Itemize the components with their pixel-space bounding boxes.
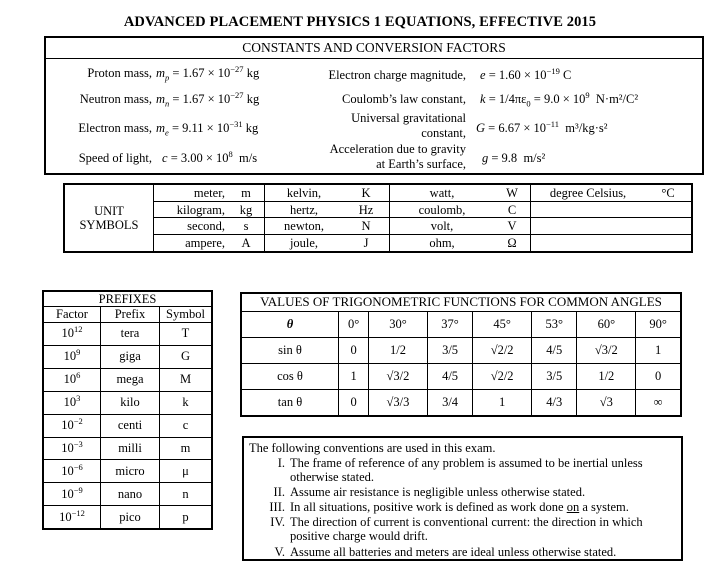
tan-label: tan θ bbox=[242, 390, 339, 415]
proton-mass-label: Proton mass, bbox=[87, 66, 152, 80]
gravity-accel-label-1: Acceleration due to gravity bbox=[329, 142, 466, 156]
prefix-name: pico bbox=[101, 506, 160, 528]
prefix-name: giga bbox=[101, 345, 160, 368]
unit-symbol: W bbox=[494, 185, 531, 201]
tan-value: 4/3 bbox=[531, 390, 577, 415]
cos-value: 0 bbox=[636, 363, 680, 389]
trig-angle: 90° bbox=[636, 311, 680, 337]
unit-name: joule, bbox=[265, 235, 344, 251]
gravitational-constant-value: $G = 6.67 \times 10^{-11}$ m³/kg·s² bbox=[476, 118, 608, 135]
unit-name: volt, bbox=[390, 218, 495, 235]
sin-value: 3/5 bbox=[427, 337, 473, 363]
trig-angle: 45° bbox=[473, 311, 532, 337]
unit-name bbox=[531, 235, 646, 251]
prefix-name: micro bbox=[101, 460, 160, 483]
prefix-factor: $10^3$ bbox=[44, 391, 101, 414]
prefix-header-factor: Factor bbox=[44, 307, 101, 323]
page-title: ADVANCED PLACEMENT PHYSICS 1 EQUATIONS, EFFECTIVE 2015 bbox=[123, 14, 597, 30]
trig-angle: 30° bbox=[369, 311, 428, 337]
constants-header: CONSTANTS AND CONVERSION FACTORS bbox=[46, 38, 702, 59]
unit-symbol: Hz bbox=[343, 201, 390, 218]
prefix-symbol: k bbox=[160, 391, 212, 414]
prefix-factor: $10^{-3}$ bbox=[44, 437, 101, 460]
trig-angle: 60° bbox=[577, 311, 636, 337]
conventions-intro: The following conventions are used in this exam. bbox=[249, 441, 496, 455]
prefix-name: kilo bbox=[101, 391, 160, 414]
prefix-name: mega bbox=[101, 368, 160, 391]
sin-value: √3/2 bbox=[577, 337, 636, 363]
trig-title: VALUES OF TRIGONOMETRIC FUNCTIONS FOR COMMON ANGLES bbox=[242, 294, 680, 311]
tan-value: √3/3 bbox=[369, 390, 428, 415]
unit-symbol bbox=[645, 218, 691, 235]
trig-angle: 0° bbox=[339, 311, 369, 337]
cos-value: 1 bbox=[339, 363, 369, 389]
prefix-header-prefix: Prefix bbox=[101, 307, 160, 323]
unit-name: ampere, bbox=[154, 235, 229, 251]
electron-charge-label: Electron charge magnitude, bbox=[328, 68, 466, 82]
unit-name: kilogram, bbox=[154, 201, 229, 218]
speed-of-light-value: $c = 3.00 \times 10^8$ m/s bbox=[162, 148, 258, 165]
prefix-factor: $10^{-9}$ bbox=[44, 483, 101, 506]
prefix-name: milli bbox=[101, 437, 160, 460]
prefix-name: centi bbox=[101, 414, 160, 437]
unit-symbol: A bbox=[241, 236, 251, 251]
prefix-symbol: m bbox=[160, 437, 212, 460]
unit-name: coulomb, bbox=[390, 201, 495, 218]
prefix-factor: $10^{-6}$ bbox=[44, 460, 101, 483]
unit-symbol: C bbox=[494, 201, 531, 218]
tan-value: 1 bbox=[473, 390, 532, 415]
unit-name: second, bbox=[154, 218, 229, 235]
prefix-symbol: p bbox=[160, 506, 212, 528]
prefix-factor: $10^6$ bbox=[44, 368, 101, 391]
tan-value: ∞ bbox=[636, 390, 680, 415]
unit-name: ohm, bbox=[390, 235, 495, 251]
tan-value: 3/4 bbox=[427, 390, 473, 415]
electron-mass-value: $m_e = 9.11 \times 10^{-31}$ kg bbox=[156, 118, 259, 138]
speed-of-light-label: Speed of light, bbox=[78, 151, 152, 165]
unit-symbol: s bbox=[228, 218, 265, 235]
prefixes-title: PREFIXES bbox=[44, 292, 211, 307]
tan-value: 0 bbox=[339, 390, 369, 415]
unit-symbol: Ω bbox=[507, 236, 517, 251]
unit-name bbox=[531, 218, 646, 235]
unit-symbol: °C bbox=[645, 185, 691, 201]
prefix-factor: $10^{-12}$ bbox=[44, 506, 101, 528]
unit-symbol bbox=[645, 201, 691, 218]
prefix-symbol: T bbox=[160, 323, 212, 346]
gravitational-constant-label-2: constant, bbox=[421, 126, 466, 140]
gravity-accel-label-2: at Earth’s surface, bbox=[376, 157, 466, 171]
prefix-factor: $10^{-2}$ bbox=[44, 414, 101, 437]
cos-label: cos θ bbox=[242, 363, 339, 389]
unit-symbol: K bbox=[343, 185, 390, 201]
unit-symbols-box bbox=[63, 183, 693, 253]
constants-box bbox=[44, 36, 704, 175]
unit-name: degree Celsius, bbox=[531, 185, 646, 201]
prefix-symbol: μ bbox=[160, 460, 212, 483]
unit-name: watt, bbox=[390, 185, 495, 201]
prefix-symbol: G bbox=[160, 345, 212, 368]
unit-symbols-label: UNIT SYMBOLS bbox=[79, 204, 139, 232]
prefix-name: tera bbox=[101, 323, 160, 346]
gravity-accel-value: g = 9.8 m/s² bbox=[482, 151, 546, 165]
coulomb-constant-value: $k = 1/4\pi\varepsilon_0 = 9.0 \times 10^9$ N·m²/C² bbox=[480, 89, 639, 109]
electron-mass-label: Electron mass, bbox=[78, 121, 152, 135]
cos-value: 3/5 bbox=[531, 363, 577, 389]
unit-name: newton, bbox=[265, 218, 344, 235]
unit-name bbox=[531, 201, 646, 218]
prefix-header-symbol: Symbol bbox=[160, 307, 212, 323]
cos-value: √2/2 bbox=[473, 363, 532, 389]
unit-symbol: V bbox=[494, 218, 531, 235]
neutron-mass-label: Neutron mass, bbox=[79, 92, 152, 106]
trig-values-box bbox=[240, 292, 682, 417]
sin-label: sin θ bbox=[242, 337, 339, 363]
unit-symbol: kg bbox=[228, 201, 265, 218]
cos-value: 4/5 bbox=[427, 363, 473, 389]
sin-value: 4/5 bbox=[531, 337, 577, 363]
unit-symbol: J bbox=[363, 236, 369, 251]
unit-symbol bbox=[645, 235, 691, 251]
cos-value: √3/2 bbox=[369, 363, 428, 389]
electron-charge-value: $e = 1.60 \times 10^{-19}$ C bbox=[480, 65, 572, 82]
prefix-factor: $10^9$ bbox=[44, 345, 101, 368]
conventions-box: The following conventions are used in this exam. I. The frame of reference of any problem is assumed to be inertial unless otherwise stated. II. Assume air resistance is negligible unless otherwise stated. III. In all situations, positive work is defined as work done on a system. IV. The direction of current is conventional current: the direction in which positive charge would drift. V. Assume all batteries and meters are ideal unless otherwise stated. bbox=[242, 436, 683, 561]
prefix-name: nano bbox=[101, 483, 160, 506]
trig-angle: 37° bbox=[427, 311, 473, 337]
unit-symbol: N bbox=[343, 218, 390, 235]
tan-value: √3 bbox=[577, 390, 636, 415]
proton-mass-value: $m_p = 1.67 \times 10^{-27}$ kg bbox=[156, 63, 260, 83]
prefix-symbol: M bbox=[160, 368, 212, 391]
trig-angle: 53° bbox=[531, 311, 577, 337]
gravitational-constant-label-1: Universal gravitational bbox=[351, 111, 466, 125]
unit-name: meter, bbox=[154, 185, 229, 201]
unit-name: hertz, bbox=[265, 201, 344, 218]
trig-theta-header: θ bbox=[242, 311, 339, 337]
unit-name: kelvin, bbox=[265, 185, 344, 201]
sin-value: 1/2 bbox=[369, 337, 428, 363]
prefix-symbol: n bbox=[160, 483, 212, 506]
unit-symbol: m bbox=[228, 185, 265, 201]
neutron-mass-value: $m_n = 1.67 \times 10^{-27}$ kg bbox=[156, 89, 260, 109]
prefixes-box bbox=[42, 290, 213, 530]
prefix-factor: $10^{12}$ bbox=[44, 323, 101, 346]
sin-value: √2/2 bbox=[473, 337, 532, 363]
sin-value: 0 bbox=[339, 337, 369, 363]
cos-value: 1/2 bbox=[577, 363, 636, 389]
prefix-symbol: c bbox=[160, 414, 212, 437]
sin-value: 1 bbox=[636, 337, 680, 363]
coulomb-constant-label: Coulomb’s law constant, bbox=[342, 92, 466, 106]
